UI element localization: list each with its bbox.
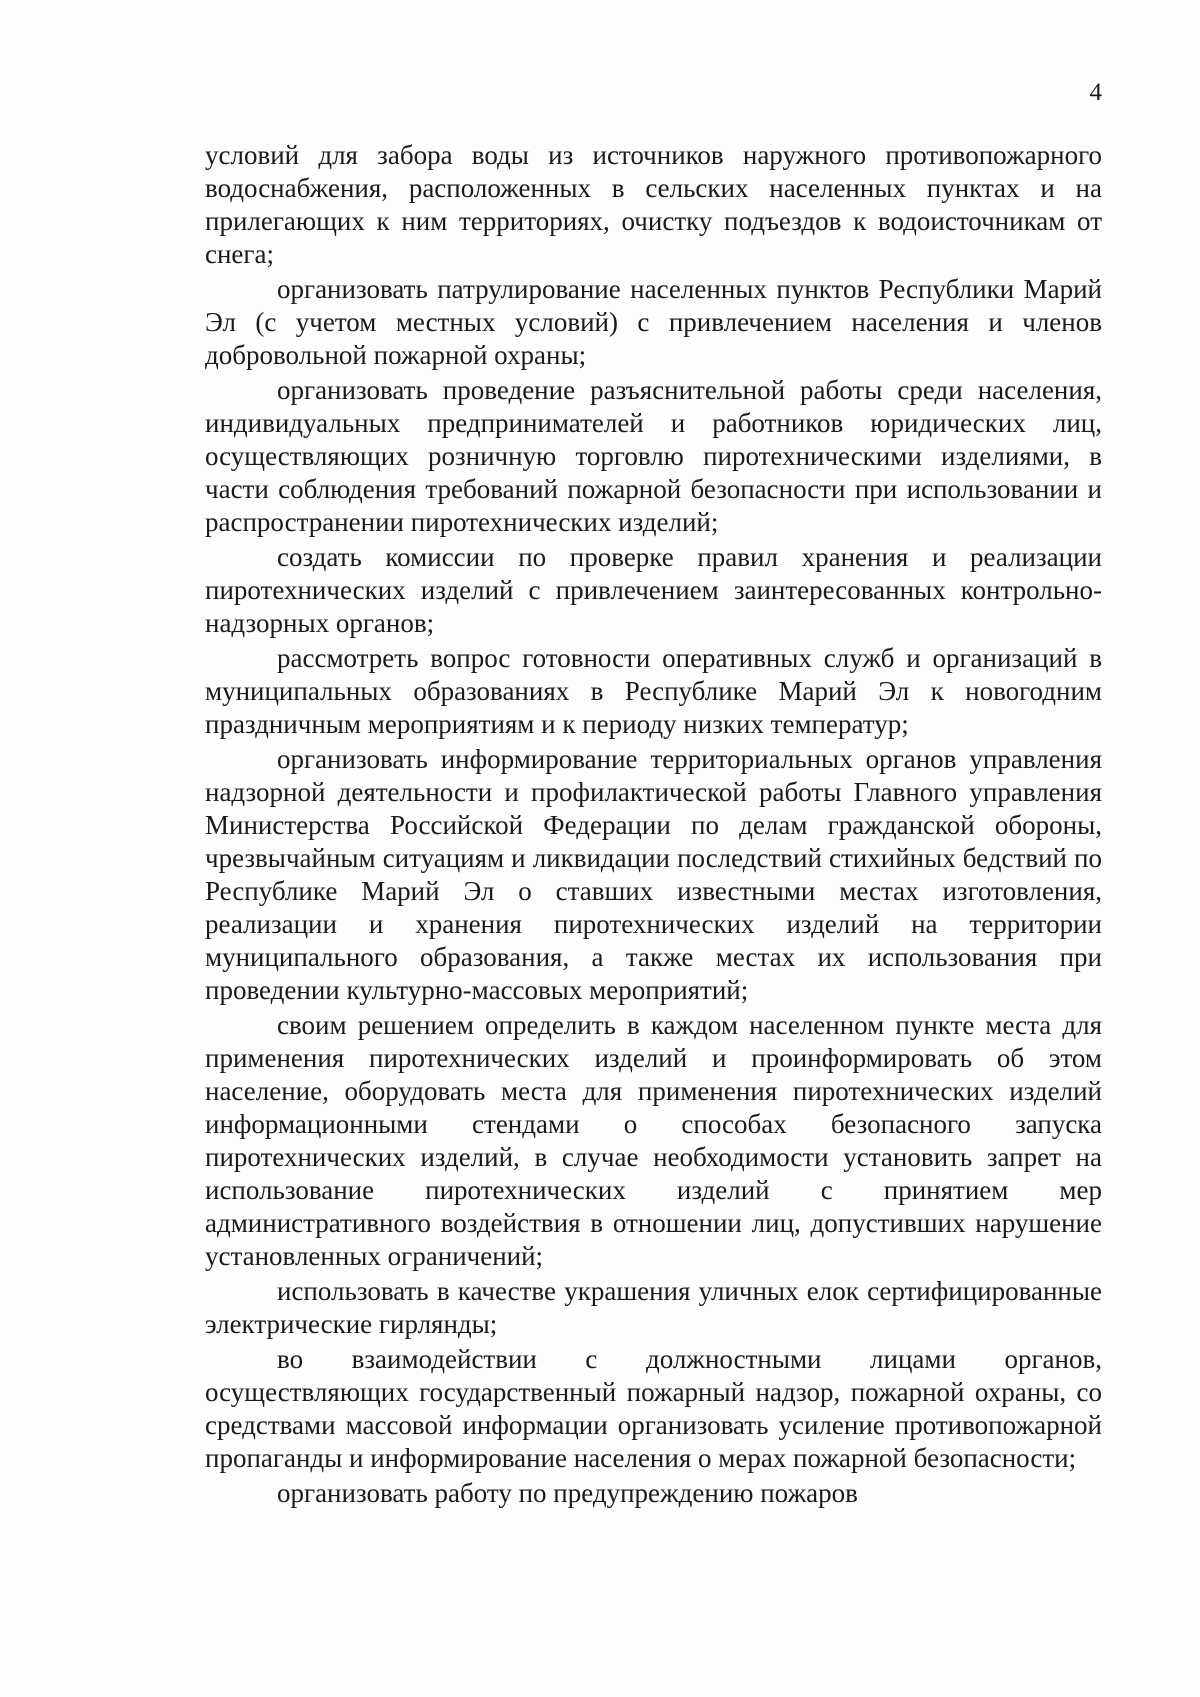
paragraph-6: организовать информирование территориальных органов управления надзорной деятельности и профилактической работы Главного управления Министерства Российской Федерации по делам гражданской обороны, чрезвычайным ситуациям и ликвидации последствий стихийных бедствий по Республике Марий Эл о ставших известными местах изготовления, реализации и хранения пиротехнических изделий на территории муниципального образования, а также местах их использования при проведении культурно-массовых мероприятий;	[205, 744, 1102, 1005]
paragraph-1: условий для забора воды из источников наружного противопожарного водоснабжения, расположенных в сельских населенных пунктах и на прилегающих к ним территориях, очистку подъездов к водоисточникам от снега;	[205, 140, 1102, 269]
paragraph-4: создать комиссии по проверке правил хранения и реализации пиротехнических изделий с привлечением заинтересованных контрольно-надзорных органов;	[205, 542, 1102, 638]
paragraph-9: во взаимодействии с должностными лицами органов, осуществляющих государственный пожарный надзор, пожарной охраны, со средствами массовой информации организовать усиление противопожарной пропаганды и информирование населения о мерах пожарной безопасности;	[205, 1344, 1102, 1473]
document-body	[205, 139, 1102, 1512]
page-number: 4	[1089, 79, 1102, 106]
paragraph-10: организовать работу по предупреждению пожаров	[277, 1478, 858, 1508]
paragraph-5: рассмотреть вопрос готовности оперативных служб и организаций в муниципальных образованиях в Республике Марий Эл к новогодним праздничным мероприятиям и к периоду низких температур;	[205, 643, 1102, 739]
paragraph-8: использовать в качестве украшения уличных елок сертифицированные электрические гирлянды;	[205, 1276, 1102, 1339]
paragraph-3: организовать проведение разъяснительной работы среди населения, индивидуальных предпринимателей и работников юридических лиц, осуществляющих розничную торговлю пиротехническими изделиями, в части соблюдения требований пожарной безопасности при использовании и распространении пиротехнических изделий;	[205, 375, 1102, 537]
paragraph-7: своим решением определить в каждом населенном пункте места для применения пиротехнических изделий и проинформировать об этом население, оборудовать места для применения пиротехнических изделий информационными стендами о способах безопасного запуска пиротехнических изделий, в случае необходимости установить запрет на использование пиротехнических изделий с принятием мер административного воздействия в отношении лиц, допустивших нарушение установленных ограничений;	[205, 1010, 1102, 1271]
paragraph-2: организовать патрулирование населенных пунктов Республики Марий Эл (с учетом местных условий) с привлечением населения и членов добровольной пожарной охраны;	[205, 274, 1102, 370]
